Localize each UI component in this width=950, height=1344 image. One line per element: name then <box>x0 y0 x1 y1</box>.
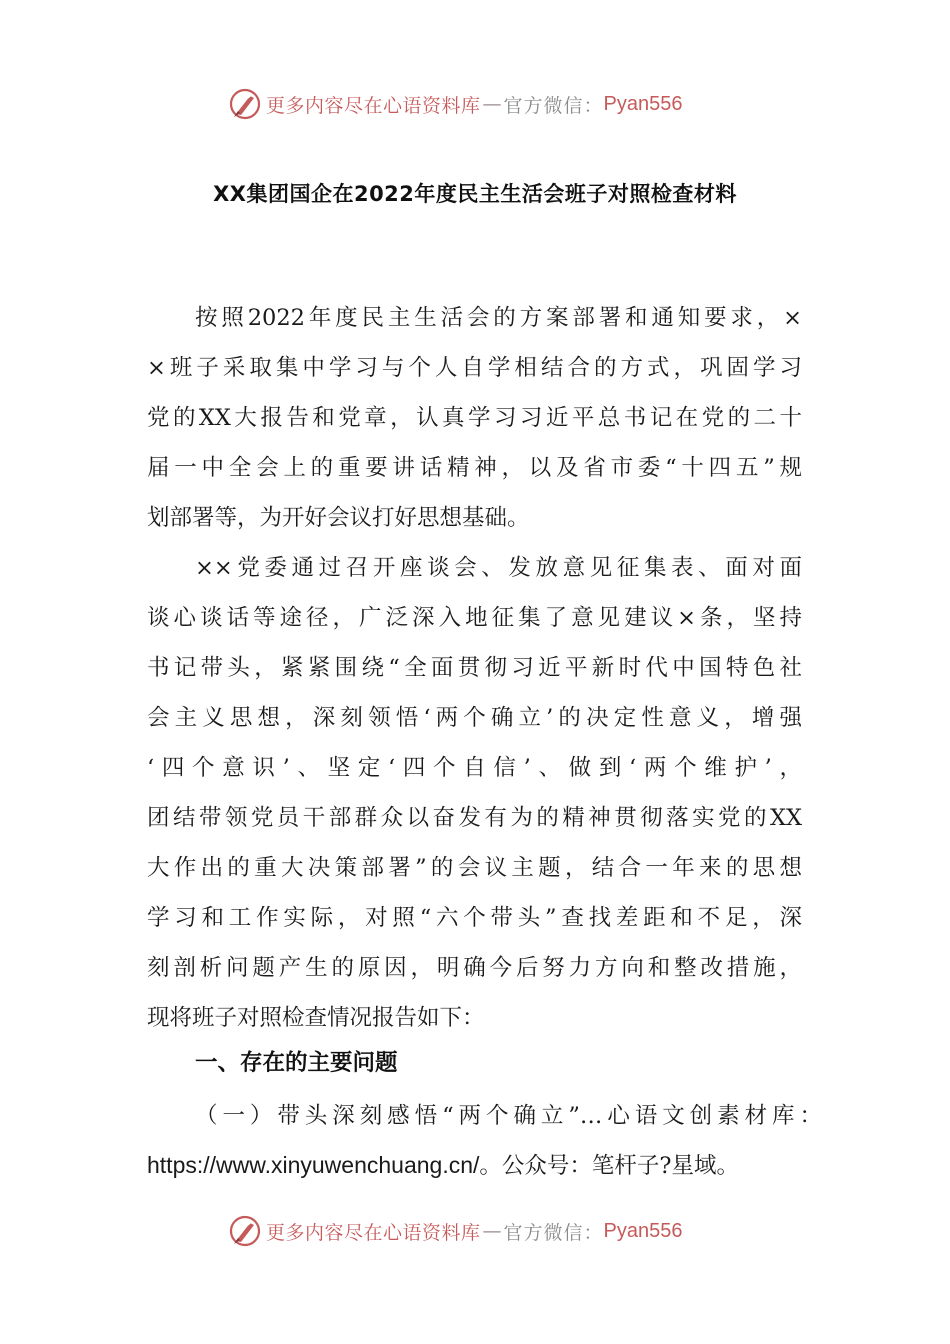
paragraph2-line-4: 会主义思想，深刻领悟‘两个确立’的决定性意义，增强 <box>147 705 802 731</box>
section-heading: 一、存在的主要问题 <box>195 1050 398 1076</box>
url-suffix-text: 。公众号：笔杆子?星域。 <box>479 1153 739 1179</box>
paragraph2-line-8: 学习和工作实际，对照“六个带头”查找差距和不足，深 <box>147 905 802 931</box>
paragraph1-line-2: ×班子采取集中学习与个人自学相结合的方式，巩固学习 <box>147 355 802 381</box>
document-title: XX集团国企在2022年度民主生活会班子对照检查材料 <box>213 182 737 206</box>
paragraph1-line-3: 党的XX大报告和党章，认真学习习近平总书记在党的二十 <box>147 405 802 431</box>
paragraph2-line-9: 刻剖析问题产生的原因，明确今后努力方向和整改措施， <box>147 955 802 981</box>
header-brand-text: 更多内容尽在心语资料库 <box>266 94 481 117</box>
paragraph1-line-4: 届一中全会上的重要讲话精神，以及省市委“十四五”规 <box>147 455 802 481</box>
pen-quill-logo-icon <box>228 87 262 121</box>
header-dash: — <box>482 93 502 115</box>
header-wechat-label: 官方微信： <box>503 94 604 117</box>
header-wechat-id: Pyan556 <box>603 92 683 115</box>
paragraph2-line-3: 书记带头，紧紧围绕“全面贯彻习近平新时代中国特色社 <box>147 655 802 681</box>
pen-quill-logo-icon <box>228 1214 262 1248</box>
url-line <box>147 1148 739 1180</box>
footer-wechat-label: 官方微信： <box>503 1221 604 1244</box>
footer-brand-text: 更多内容尽在心语资料库 <box>266 1221 481 1244</box>
footer-dash: — <box>482 1220 502 1242</box>
paragraph1-line-5: 划部署等，为开好会议打好思想基础。 <box>147 505 530 531</box>
paragraph2-line-10: 现将班子对照检查情况报告如下： <box>147 1005 485 1031</box>
paragraph2-line-1: ××党委通过召开座谈会、发放意见征集表、面对面 <box>195 555 802 581</box>
source-url-link[interactable]: https://www.xinyuwenchuang.cn/ <box>147 1152 480 1178</box>
paragraph2-line-6: 团结带领党员干部群众以奋发有为的精神贯彻落实党的XX <box>147 805 802 831</box>
footer-wechat-id: Pyan556 <box>603 1219 683 1242</box>
footer-watermark-banner <box>228 1213 683 1249</box>
paragraph2-line-2: 谈心谈话等途径，广泛深入地征集了意见建议×条，坚持 <box>147 605 802 631</box>
paragraph2-line-5: ‘四个意识’、坚定‘四个自信’、做到‘两个维护’， <box>147 755 802 781</box>
paragraph1-line-1: 按照2022年度民主生活会的方案部署和通知要求，× <box>195 305 802 331</box>
subsection-line: （一）带头深刻感悟“两个确立”…心语文创素材库： <box>195 1103 822 1129</box>
paragraph2-line-7: 大作出的重大决策部署”的会议主题，结合一年来的思想 <box>147 855 802 881</box>
header-watermark-banner <box>228 86 683 122</box>
